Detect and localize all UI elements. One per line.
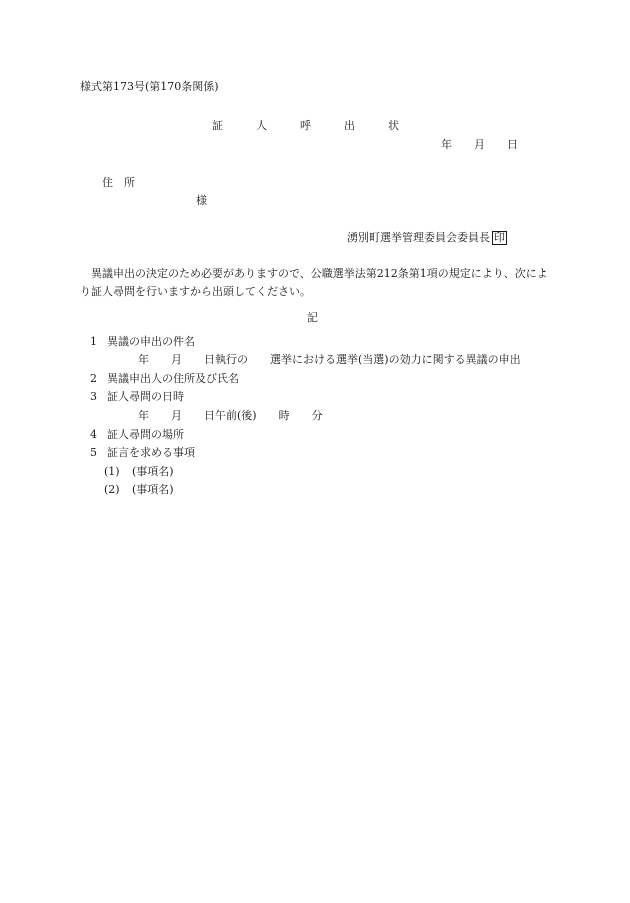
date-line: 年 月 日	[441, 138, 518, 151]
sub-item-label: (事項名)	[132, 465, 174, 478]
form-number: 様式第173号(第170条関係)	[80, 80, 219, 93]
item-label-testimony: 証言を求める事項	[107, 446, 195, 459]
item3-detail: 年 月 日午前(後) 時 分	[138, 409, 323, 422]
address-label: 住 所	[102, 176, 135, 189]
item-number: 5	[90, 446, 97, 459]
body-paragraph: 異議申出の決定のため必要がありますので、公職選挙法第212条第1項の規定により、次により証人尋問を行いますから出頭してください。	[80, 267, 548, 298]
item-label-place: 証人尋問の場所	[107, 428, 184, 441]
seal-stamp: 印	[494, 231, 505, 244]
item-label-objector: 異議申出人の住所及び氏名	[107, 372, 239, 385]
ki-heading: 記	[307, 311, 318, 324]
sub-item-label: (事項名)	[132, 483, 174, 496]
document-title: 証 人 呼 出 状	[212, 119, 399, 132]
issuer-name: 湧別町選挙管理委員会委員長	[347, 231, 490, 244]
item-number: 4	[90, 428, 97, 441]
item-label-datetime: 証人尋問の日時	[107, 390, 184, 403]
item-number: 2	[90, 372, 97, 385]
item-label-case-name: 異議の申出の件名	[107, 335, 195, 348]
honorific-sama: 様	[196, 194, 207, 207]
issuer-line	[347, 231, 507, 245]
item-number: 3	[90, 390, 97, 403]
sub-item-number: (2)	[104, 483, 120, 496]
item-number: 1	[90, 335, 97, 348]
sub-item-number: (1)	[104, 465, 120, 478]
item1-detail: 年 月 日執行の 選挙における選挙(当選)の効力に関する異議の申出	[138, 353, 521, 366]
